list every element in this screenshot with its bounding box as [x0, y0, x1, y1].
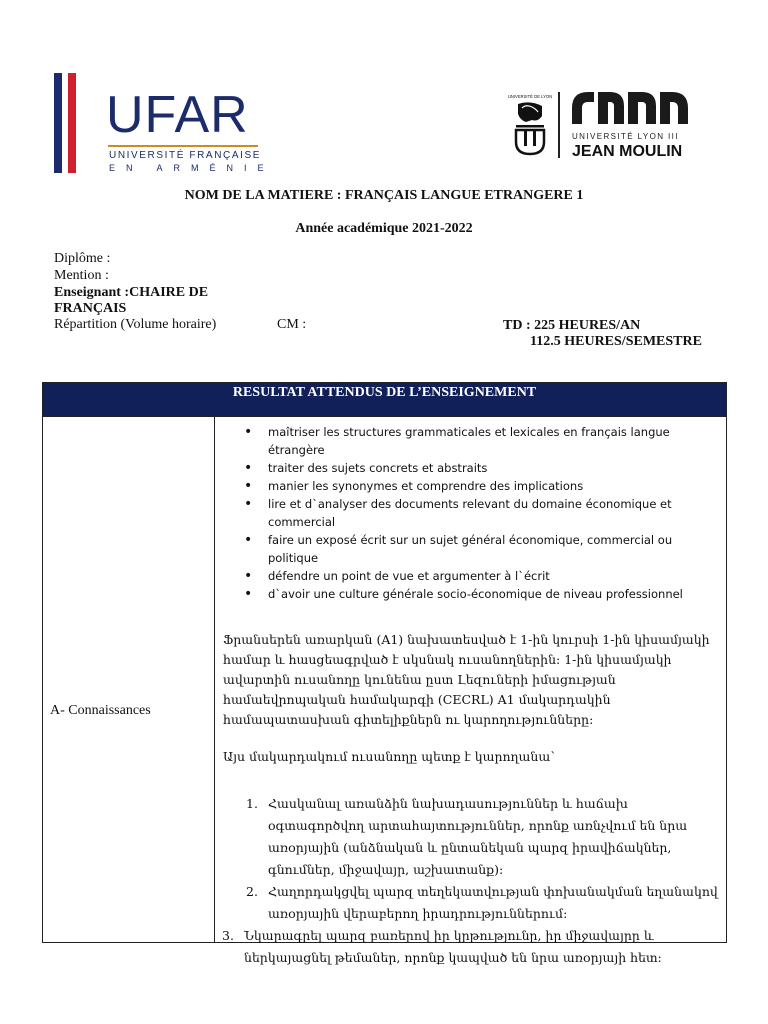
enseignant-value: CHAIRE DE — [129, 285, 209, 300]
ufar-red-bar — [68, 73, 76, 173]
td-hours-semester: 112.5 HEURES/SEMESTRE — [530, 334, 702, 349]
numbered-item-text: Հասկանալ առանձին նախադասություններ և հաճախ օգտագործվող արտահայտություններ, որոնք առնչվում են նրա առօրյային (անձնական և ընտանեկան պարզ իրավիճակներ, գնումներ, միջավայր, աշխատանք): — [268, 796, 688, 877]
list-item: • d`avoir une culture générale socio-économique de niveau professionnel — [216, 585, 726, 603]
list-item: • faire un exposé écrit sur un sujet général économique, commercial ou politique — [216, 531, 726, 567]
lyon-divider — [558, 92, 560, 158]
numbered-item-text: Նկարագրել պարզ բառերով իր կրթությունը, իր միջավայրը և ներկայացնել թեմաներ, որոնք կապված են նրա առօրյայի հետ: — [244, 928, 662, 965]
ufar-gold-rule — [108, 145, 258, 147]
ufar-subtitle-line2: EN ARMÉNIE — [109, 163, 275, 173]
list-item: • défendre un point de vue et argumenter à l`écrit — [216, 567, 726, 585]
ufar-subtitle-line1: UNIVERSITÉ FRANÇAISE — [109, 150, 262, 161]
armenian-intro: Այս մակարդակում ուսանողը պետք է կարողանա` — [223, 749, 557, 764]
list-item: • lire et d`analyser des documents relevant du domaine économique et commercial — [216, 495, 726, 531]
numbered-item-index: 3. — [222, 928, 234, 943]
lyon-logo — [507, 88, 692, 162]
mention-label: Mention : — [54, 268, 109, 283]
table-header: RESULTAT ATTENDUS DE L’ENSEIGNEMENT — [43, 383, 726, 417]
enseignant-value-line2: FRANÇAIS — [54, 301, 127, 316]
enseignant-line — [54, 285, 208, 301]
ufar-logo — [54, 73, 275, 173]
row-label-connaissances: A- Connaissances — [50, 703, 151, 718]
armenian-description: Ֆրանսերեն առարկան (A1) նախատեսված է 1-ին կուրսի 1-ին կիսամյակի համար և հասցեագրված է սկսնակ ուսանողներին: 1-ին կիսամյակի ավարտին ուսանողը կունենա ըստ Լեզուների իմացության համաեվրոպական համակարգի (CECRL) A1 մակարդակին համապատասխան գիտելիքներն ու կարողությունները: — [223, 632, 710, 727]
lyon-mark-icon — [572, 90, 688, 124]
objectives-list — [216, 423, 726, 603]
numbered-item-index: 2. — [246, 884, 258, 899]
table-content-cell — [216, 417, 726, 965]
td-hours-year: TD : 225 HEURES/AN — [503, 318, 641, 333]
list-item: • manier les synonymes et comprendre des implications — [216, 477, 726, 495]
cm-label: CM : — [277, 317, 307, 332]
table-row-label-cell — [43, 417, 215, 942]
lyon-name: JEAN MOULIN — [572, 143, 683, 160]
results-table — [42, 382, 727, 965]
numbered-item-index: 1. — [246, 796, 258, 811]
ufar-blue-bar — [54, 73, 62, 173]
numbered-item-text: Հաղորդակցվել պարզ տեղեկատվության փոխանակման եղանակով առօրյային վերաբերող իրադրություններում: — [268, 884, 718, 921]
list-item: • maîtriser les structures grammaticales et lexicales en français langue étrangère — [216, 423, 726, 459]
lyon-subtitle: UNIVERSITÉ LYON III — [572, 132, 679, 141]
document-title: NOM DE LA MATIERE : FRANÇAIS LANGUE ETRANGERE 1 — [184, 188, 584, 203]
academic-year: Année académique 2021-2022 — [295, 221, 473, 236]
lyon-crest-text: UNIVERSITÉ DE LYON — [507, 94, 553, 99]
ufar-wordmark: UFAR — [106, 86, 249, 144]
enseignant-label: Enseignant : — [54, 285, 130, 300]
diplome-label: Diplôme : — [54, 251, 111, 266]
list-item: • traiter des sujets concrets et abstraits — [216, 459, 726, 477]
repartition-label: Répartition (Volume horaire) — [54, 317, 217, 332]
lyon-crest-icon — [507, 92, 553, 156]
